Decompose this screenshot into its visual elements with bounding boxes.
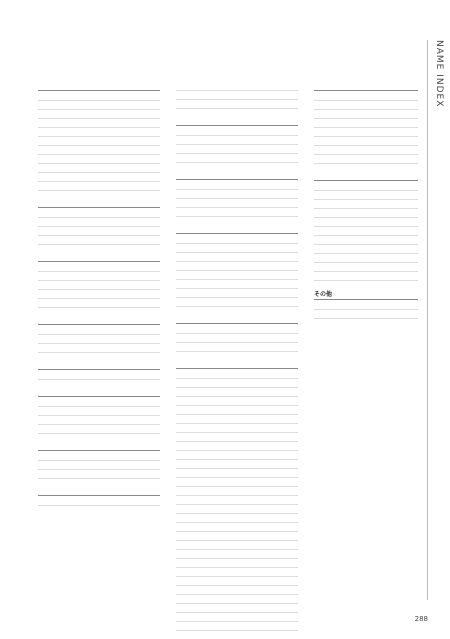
index-entry: [176, 271, 298, 280]
index-section: [38, 82, 160, 191]
index-entry: [176, 334, 298, 343]
index-entry: [38, 344, 160, 353]
index-entry: [176, 298, 298, 307]
index-entry: [314, 101, 418, 110]
index-entry: [176, 604, 298, 613]
index-entry: [38, 335, 160, 344]
index-entry: [314, 218, 418, 227]
index-section: [38, 316, 160, 353]
index-entry: [176, 415, 298, 424]
index-entry: [38, 425, 160, 434]
index-entry: [314, 227, 418, 236]
index-entry: [176, 397, 298, 406]
index-entry: [176, 136, 298, 145]
index-entry: [176, 343, 298, 352]
side-title: NAME INDEX: [434, 40, 444, 108]
index-column-1: [38, 82, 160, 514]
index-entry: [176, 235, 298, 244]
index-entry: [38, 128, 160, 137]
index-entry: [38, 407, 160, 416]
index-entry: [176, 451, 298, 460]
section-heading: [176, 117, 298, 126]
section-heading: [176, 315, 298, 324]
index-section: [38, 361, 160, 380]
index-entry: [38, 164, 160, 173]
section-heading: [314, 82, 418, 91]
index-entry: [38, 281, 160, 290]
index-entry: [314, 200, 418, 209]
index-entry: [38, 155, 160, 164]
index-entry: [314, 272, 418, 281]
index-entry: [38, 137, 160, 146]
index-entry: [314, 119, 418, 128]
index-entry: [176, 577, 298, 586]
index-entry: [38, 326, 160, 335]
index-entry: [314, 263, 418, 272]
index-entry: [176, 496, 298, 505]
index-entry: [176, 199, 298, 208]
index-column-2: [176, 82, 298, 639]
index-entry: [176, 433, 298, 442]
index-entry: [176, 280, 298, 289]
index-entry: [38, 398, 160, 407]
index-entry: [176, 487, 298, 496]
side-rule: [427, 40, 428, 600]
index-entry: [176, 586, 298, 595]
index-entry: [176, 424, 298, 433]
index-entry: [176, 325, 298, 334]
index-entry: [38, 218, 160, 227]
section-heading: [38, 442, 160, 451]
index-entry: [314, 137, 418, 146]
index-section: [38, 253, 160, 308]
index-entry: [176, 379, 298, 388]
index-entry: [176, 595, 298, 604]
index-entry: [38, 272, 160, 281]
index-entry: [38, 173, 160, 182]
index-entry: [314, 301, 418, 310]
index-section: [176, 225, 298, 307]
index-entry: [314, 191, 418, 200]
page-number: 288: [414, 615, 428, 623]
index-entry: [176, 523, 298, 532]
index-section: [176, 82, 298, 109]
index-entry: [176, 82, 298, 91]
section-heading: [38, 199, 160, 208]
index-entry: [176, 262, 298, 271]
index-section: [38, 487, 160, 506]
index-entry: [314, 254, 418, 263]
index-entry: [314, 128, 418, 137]
index-entry: [38, 236, 160, 245]
index-entry: [38, 371, 160, 380]
index-entry: [176, 559, 298, 568]
index-entry: [176, 388, 298, 397]
index-entry: [176, 505, 298, 514]
index-entry: [38, 263, 160, 272]
index-entry: [176, 154, 298, 163]
index-section: [176, 360, 298, 631]
index-entry: [314, 110, 418, 119]
index-section: [38, 442, 160, 479]
index-entry: [38, 497, 160, 506]
index-entry: [38, 119, 160, 128]
index-entry: [176, 91, 298, 100]
index-section: [314, 172, 418, 281]
index-entry: [176, 370, 298, 379]
index-entry: [176, 532, 298, 541]
index-entry: [38, 92, 160, 101]
index-section: [176, 171, 298, 217]
index-column-3: [314, 82, 418, 327]
index-entry: [176, 253, 298, 262]
index-entry: [176, 478, 298, 487]
index-entry: [176, 127, 298, 136]
index-entry: [314, 92, 418, 101]
index-entry: [38, 110, 160, 119]
index-entry: [176, 289, 298, 298]
section-heading: [314, 172, 418, 181]
index-entry: [176, 100, 298, 109]
index-entry: [176, 541, 298, 550]
index-section: [38, 199, 160, 245]
index-entry: [38, 290, 160, 299]
index-entry: [314, 310, 418, 319]
index-entry: [176, 568, 298, 577]
section-heading: [176, 171, 298, 180]
section-heading: [38, 361, 160, 370]
index-entry: [38, 416, 160, 425]
index-entry: [38, 227, 160, 236]
index-entry: [176, 514, 298, 523]
section-heading: [38, 388, 160, 397]
index-entry: [176, 406, 298, 415]
index-entry: [38, 299, 160, 308]
index-entry: [314, 155, 418, 164]
index-entry: [38, 146, 160, 155]
index-entry: [38, 461, 160, 470]
index-entry: [176, 469, 298, 478]
section-heading: [176, 360, 298, 369]
index-entry: [176, 622, 298, 631]
index-entry: [38, 470, 160, 479]
index-entry: [176, 460, 298, 469]
index-entry: [176, 442, 298, 451]
index-section-other: [314, 289, 418, 319]
index-entry: [176, 181, 298, 190]
section-heading: [38, 253, 160, 262]
index-entry: [176, 190, 298, 199]
index-entry: [176, 550, 298, 559]
section-heading: [38, 82, 160, 91]
index-entry: [38, 101, 160, 110]
index-section: [314, 82, 418, 164]
section-heading: [38, 487, 160, 496]
index-entry: [314, 209, 418, 218]
section-heading: [38, 316, 160, 325]
index-entry: [314, 182, 418, 191]
index-section: [38, 388, 160, 434]
index-entry: [38, 452, 160, 461]
index-entry: [38, 209, 160, 218]
index-entry: [314, 245, 418, 254]
index-entry: [176, 244, 298, 253]
index-section: [176, 117, 298, 163]
index-entry: [176, 208, 298, 217]
index-entry: [38, 182, 160, 191]
index-entry: [314, 146, 418, 155]
index-section: [176, 315, 298, 352]
index-entry: [176, 145, 298, 154]
index-entry: [176, 613, 298, 622]
section-heading: [176, 225, 298, 234]
section-heading-other: その他: [314, 289, 418, 300]
index-entry: [314, 236, 418, 245]
